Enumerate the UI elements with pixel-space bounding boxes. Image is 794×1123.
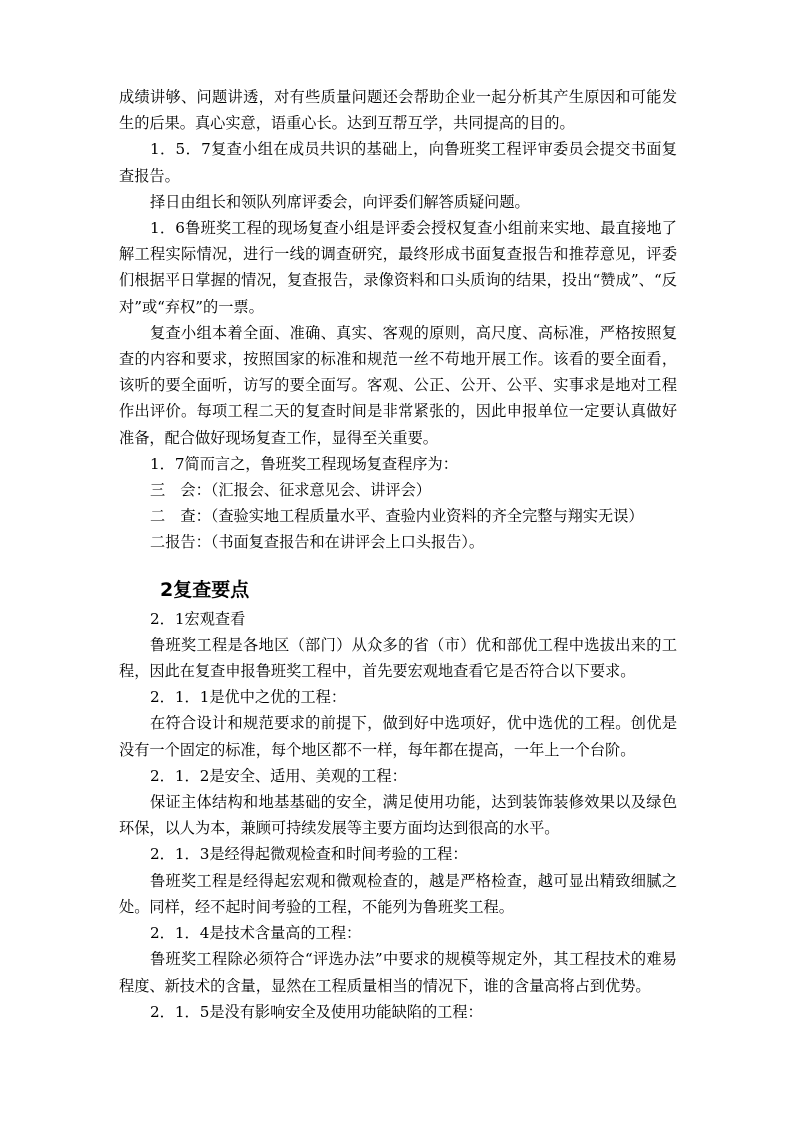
- paragraph-principles: 复查小组本着全面、准确、真实、客观的原则，高尺度、高标准，严格按照复查的内容和要求，按照国家的标准和规范一丝不苟地开展工作。该看的要全面看，该听的要全面听，访写的要全面写。客观、公正、公开、公平、实事求是地对工程作出评价。每项工程二天的复查时间是非常紧张的，因此申报单位一定要认真做好准备，配合做好现场复查工作，显得至关重要。: [119, 323, 677, 447]
- subheading-2-1: 2．1宏观查看: [150, 609, 246, 628]
- paragraph-2-1-4: 鲁班奖工程除必须符合“评选办法”中要求的规模等规定外，其工程技术的难易程度、新技术的含量，显然在工程质量相当的情况下，谁的含量高将占到优势。: [119, 950, 677, 995]
- paragraph-continuation: 成绩讲够、问题讲透，对有些质量问题还会帮助企业一起分析其产生原因和可能发生的后果。真心实意，语重心长。达到互帮互学，共同提高的目的。: [119, 88, 677, 133]
- section-heading: 2复查要点: [160, 578, 250, 601]
- paragraph-1-6: 1．6鲁班奖工程的现场复查小组是评委会授权复查小组前来实地、最直接地了解工程实际情况，进行一线的调查研究，最终形成书面复查报告和推荐意见，评委们根据平日掌握的情况，复查报告，录像资料和口头质询的结果，投出“赞成”、“反对”或“弃权”的一票。: [119, 219, 677, 316]
- subheading-2-1-1: 2．1．1是优中之优的工程：: [150, 688, 347, 707]
- subheading-2-1-2: 2．1．2是安全、适用、美观的工程：: [150, 766, 407, 785]
- paragraph-1-5-7: 1．5．7复查小组在成员共识的基础上，向鲁班奖工程评审委员会提交书面复查报告。: [119, 140, 677, 185]
- paragraph-1-7: 1．7简而言之，鲁班奖工程现场复查程序为：: [150, 454, 458, 473]
- procedure-reports: 二报告：（书面复查报告和在讲评会上口头报告）。: [150, 533, 485, 552]
- document-body: [119, 84, 677, 1025]
- paragraph-2-1-2: 保证主体结构和地基基础的安全，满足使用功能，达到装饰装修效果以及绿色环保，以人为本，兼顾可持续发展等主要方面均达到很高的水平。: [119, 793, 677, 838]
- paragraph-macro: 鲁班奖工程是各地区（部门）从众多的省（市）优和部优工程中选拔出来的工程，因此在复查申报鲁班奖工程中，首先要宏观地查看它是否符合以下要求。: [119, 635, 677, 681]
- paragraph-committee: 择日由组长和领队列席评委会，向评委们解答质疑问题。: [150, 192, 530, 211]
- procedure-inspections: 二 查：（查验实地工程质量水平、查验内业资料的齐全完整与翔实无误）: [150, 507, 644, 526]
- procedure-meetings: 三 会：（汇报会、征求意见会、讲评会）: [150, 481, 431, 500]
- subheading-2-1-5: 2．1．5是没有影响安全及使用功能缺陷的工程：: [150, 1002, 483, 1021]
- subheading-2-1-4: 2．1．4是技术含量高的工程：: [150, 924, 362, 943]
- paragraph-2-1-3: 鲁班奖工程是经得起宏观和微观检查的，越是严格检查，越可显出精致细腻之处。同样，经不起时间考验的工程，不能列为鲁班奖工程。: [119, 871, 677, 916]
- subheading-2-1-3: 2．1．3是经得起微观检查和时间考验的工程：: [150, 845, 468, 864]
- paragraph-2-1-1: 在符合设计和规范要求的前提下，做到好中选项好，优中选优的工程。创优是没有一个固定的标准，每个地区都不一样，每年都在提高，一年上一个台阶。: [119, 714, 677, 759]
